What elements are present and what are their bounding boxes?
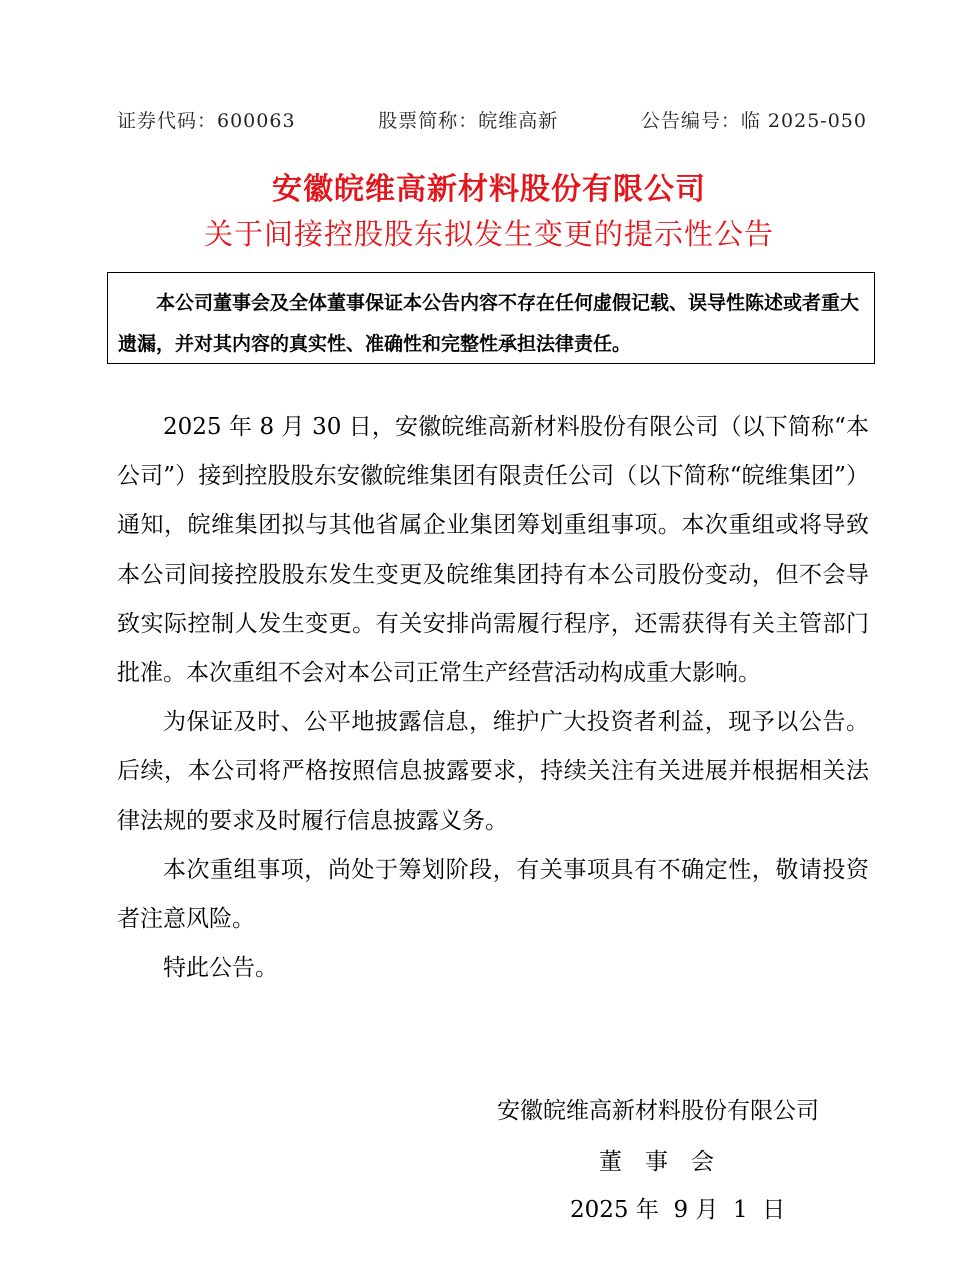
body-paragraph-3: 本次重组事项，尚处于筹划阶段，有关事项具有不确定性，敬请投资者注意风险。 (117, 856, 869, 933)
signature-date: 2025 年 9 月 1 日 (570, 1197, 786, 1223)
disclaimer-box (107, 272, 875, 364)
stock-name: 股票简称：皖维高新 (378, 110, 559, 132)
signature-company: 安徽皖维高新材料股份有限公司 (497, 1098, 819, 1124)
company-title: 安徽皖维高新材料股份有限公司 (272, 172, 706, 207)
body-paragraph-2: 为保证及时、公平地披露信息，维护广大投资者利益，现予以公告。后续，本公司将严格按照信息披露要求，持续关注有关进展并根据相关法律法规的要求及时履行信息披露义务。 (117, 709, 869, 834)
body-paragraph-1: 2025 年 8 月 30 日，安徽皖维高新材料股份有限公司（以下简称“本公司”）接到控股股东安徽皖维集团有限责任公司（以下简称“皖维集团”）通知，皖维集团拟与其他省属企业集团筹划重组事项。本次重组或将导致本公司间接控股股东发生变更及皖维集团持有本公司股份变动，但不会导致实际控制人发生变更。有关安排尚需履行程序，还需获得有关主管部门批准。本次重组不会对本公司正常生产经营活动构成重大影响。 (117, 414, 869, 687)
announcement-title: 关于间接控股股东拟发生变更的提示性公告 (203, 217, 774, 251)
header-row (117, 106, 867, 133)
signature-board: 董 事 会 (599, 1149, 714, 1175)
disclaimer-text: 本公司董事会及全体董事保证本公告内容不存在任何虚假记载、误导性陈述或者重大遗漏，并对其内容的真实性、准确性和完整性承担法律责任。 (118, 292, 860, 355)
body-paragraph-4: 特此公告。 (163, 955, 278, 982)
announcement-body (117, 403, 869, 993)
notice-number: 公告编号：临 2025-050 (640, 110, 867, 132)
stock-code: 证券代码：600063 (117, 110, 296, 132)
